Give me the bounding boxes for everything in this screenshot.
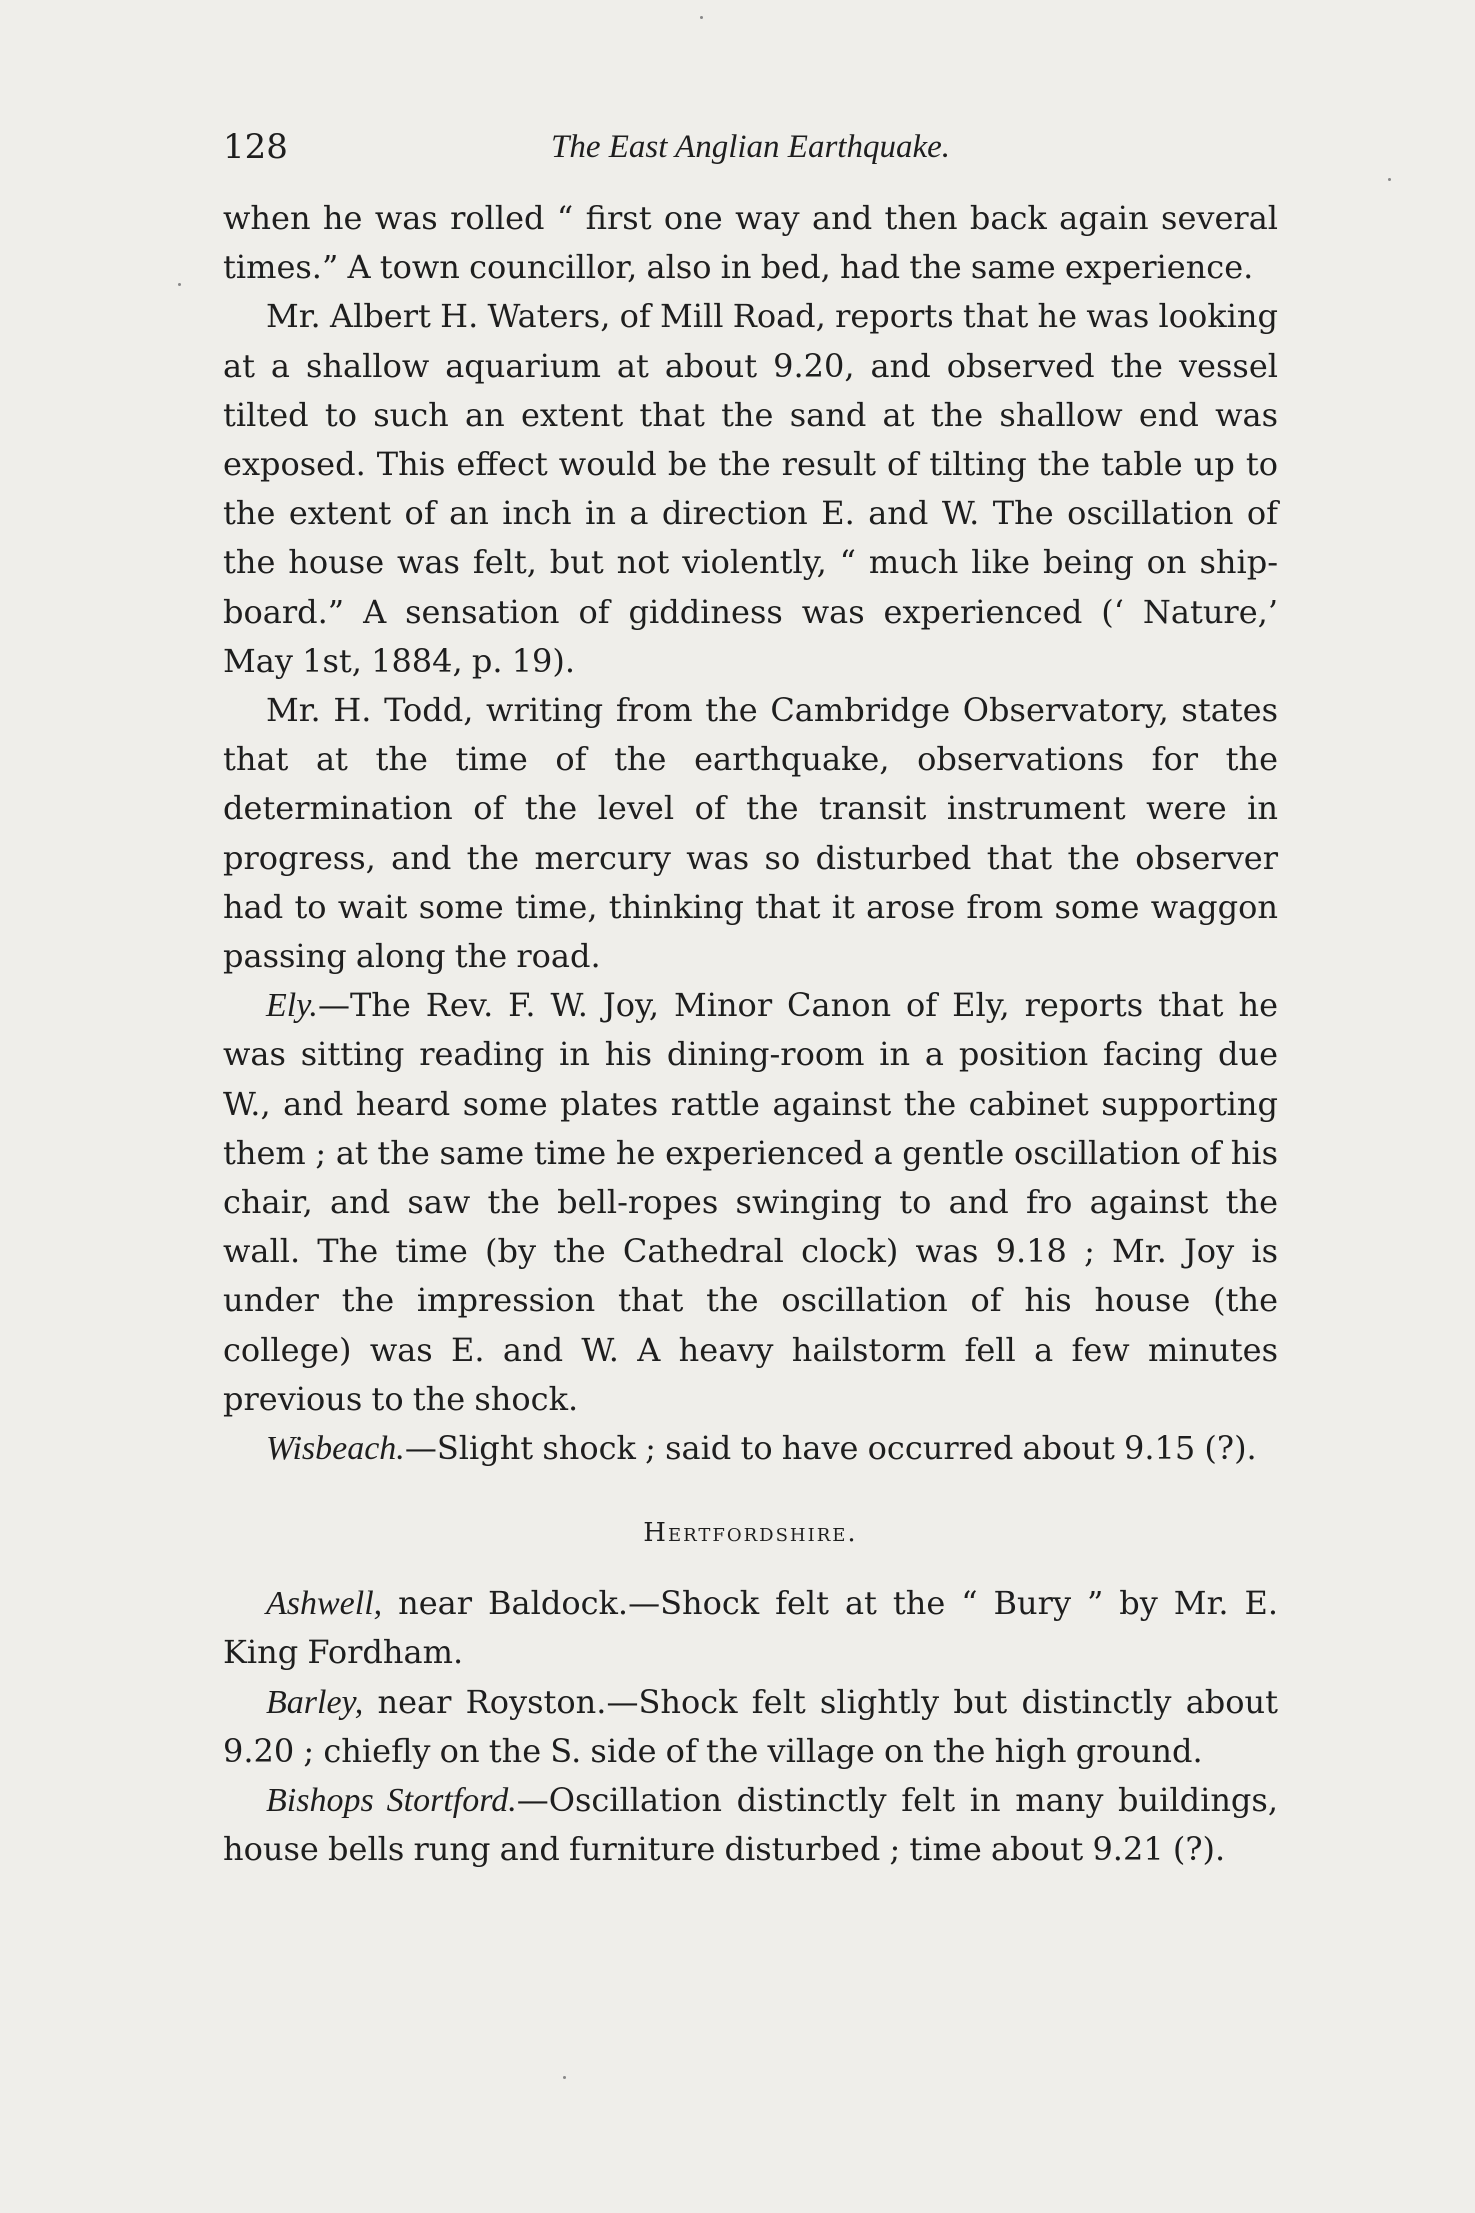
place-name: Ely. bbox=[266, 987, 318, 1025]
paper-speck bbox=[178, 283, 181, 286]
paragraph-continuation bbox=[223, 194, 1278, 292]
paragraph-text: —Slight shock ; said to have occurred about 9.15 (?). bbox=[404, 1429, 1257, 1468]
paragraph-ely bbox=[223, 981, 1278, 1424]
running-head bbox=[223, 122, 1278, 182]
paragraph-text: Mr. H. Todd, writing from the Cambridge Observatory, states that at the time of the earthquake, observations for the determination of the level of the transit instrument were in progress, and the mercury was so disturbed that the observer had to wait some time, thinking that it arose from some waggon passing along the road. bbox=[223, 691, 1278, 976]
paragraph-todd bbox=[223, 686, 1278, 981]
place-name: Barley, bbox=[266, 1683, 364, 1721]
entry-ashwell bbox=[223, 1579, 1278, 1677]
place-name: Wisbeach. bbox=[266, 1430, 405, 1468]
entry-barley bbox=[223, 1678, 1278, 1776]
paragraph-text: Mr. Albert H. Waters, of Mill Road, reports that he was looking at a shallow aquarium at about 9.20, and observed the vessel tilted to such an extent that the sand at the shallow end was exposed. This effect would be the result of tilting the table up to the extent of an inch in a direction E. and W. The oscillation of the house was felt, but not violently, “ much like being on ship-board.” A sensation of giddiness was experienced (‘ Nature,’ May 1st, 1884, p. 19). bbox=[223, 297, 1278, 680]
paragraph-text: when he was rolled “ first one way and then back again several times.” A town councillor, also in bed, had the same experience. bbox=[223, 199, 1278, 287]
paragraph-text: —The Rev. F. W. Joy, Minor Canon of Ely, reports that he was sitting reading in his dining-room in a position facing due W., and heard some plates rattle against the cabinet supporting them ; at the same time he experienced a gentle oscillation of his chair, and saw the bell-ropes swinging to and fro against the wall. The time (by the Cathedral clock) was 9.18 ; Mr. Joy is under the impression that the oscillation of his house (the college) was E. and W. A heavy hailstorm fell a few minutes previous to the shock. bbox=[223, 986, 1278, 1418]
entry-text: near Royston.—Shock felt slightly but distinctly about 9.20 ; chiefly on the S. side of the village on the high ground. bbox=[223, 1682, 1278, 1770]
paper-speck bbox=[700, 16, 703, 19]
section-heading: Hertfordshire. bbox=[643, 1518, 858, 1549]
entry-text: —Oscillation distinctly felt in many buildings, house bells rung and furniture disturbed ; time about 9.21 (?). bbox=[223, 1781, 1279, 1869]
paragraph-waters bbox=[223, 292, 1278, 686]
entry-text: near Baldock.—Shock felt at the “ Bury ” by Mr. E. King Fordham. bbox=[223, 1584, 1278, 1672]
book-page bbox=[223, 122, 1278, 1875]
paper-speck bbox=[563, 2076, 566, 2079]
place-name: Bishops Stortford. bbox=[266, 1782, 517, 1820]
paragraph-wisbeach bbox=[223, 1424, 1278, 1473]
place-name: Ashwell, bbox=[266, 1585, 383, 1623]
entry-bishops-stortford bbox=[223, 1776, 1278, 1874]
paper-speck bbox=[1388, 178, 1391, 181]
body-text bbox=[223, 194, 1278, 1875]
running-title: The East Anglian Earthquake. bbox=[550, 129, 951, 165]
page-number: 128 bbox=[223, 127, 288, 167]
